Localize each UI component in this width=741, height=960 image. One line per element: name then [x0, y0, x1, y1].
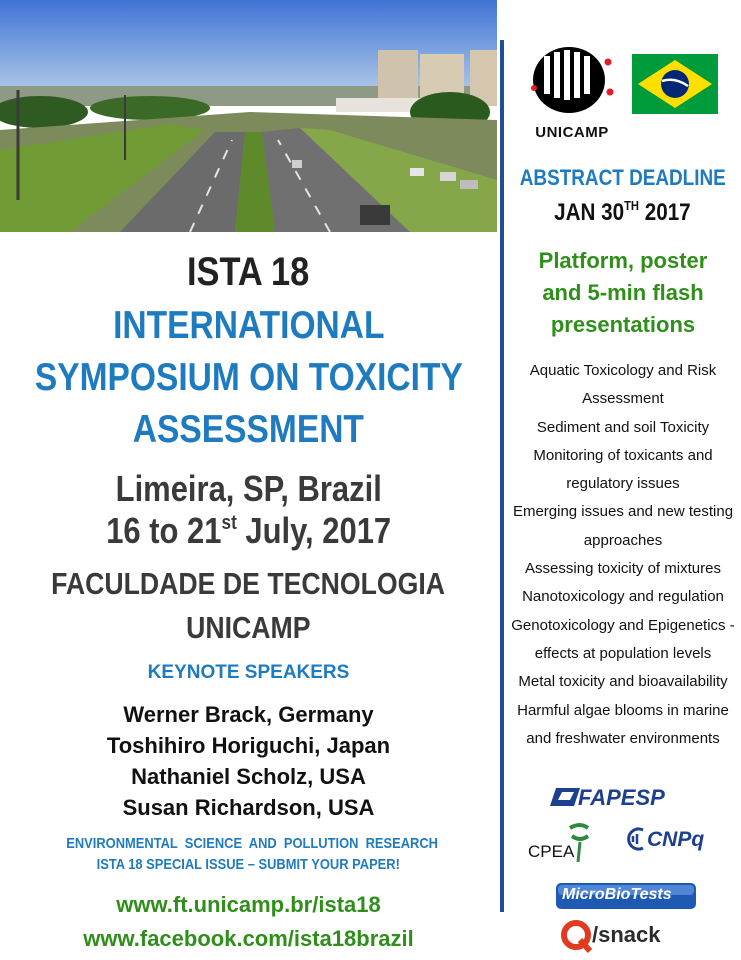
venue-line-1: FACULDADE DE TECNOLOGIA	[51, 566, 446, 601]
unicamp-logo	[522, 40, 622, 145]
cpea-logo	[524, 822, 604, 864]
cnpq-logo-icon	[623, 826, 647, 852]
keynote-speaker: Susan Richardson, USA	[122, 795, 375, 820]
topic-line: and freshwater environments	[526, 729, 720, 747]
keynote-speaker: Toshihiro Horiguchi, Japan	[106, 733, 391, 758]
topic-line: Metal toxicity and bioavailability	[518, 673, 728, 691]
qsnack-logo-icon	[560, 918, 596, 954]
fapesp-logo	[546, 782, 686, 812]
cnpq-logo	[623, 826, 723, 856]
presentation-formats: presentations	[550, 312, 696, 337]
special-issue-journal: ENVIRONMENTAL SCIENCE AND POLLUTION RESEARCH	[66, 835, 439, 852]
keynote-heading: KEYNOTE SPEAKERS	[147, 662, 350, 683]
brazil-flag-icon	[632, 54, 718, 114]
event-acronym: ISTA 18	[187, 250, 310, 294]
topic-line: Monitoring of toxicants and	[533, 446, 713, 464]
abstract-deadline-label: ABSTRACT DEADLINE	[519, 165, 726, 190]
topic-line: Genotoxicology and Epigenetics -	[511, 616, 735, 634]
venue-line-2: UNICAMP	[186, 610, 311, 645]
keynote-speaker: Nathaniel Scholz, USA	[131, 764, 366, 789]
event-info	[0, 232, 497, 960]
topic-line: Assessing toxicity of mixtures	[525, 560, 721, 578]
microbiotests-logo-text: MicroBioTests	[562, 886, 672, 903]
cpea-logo-text: CPEA	[528, 842, 575, 861]
topic-line: Sediment and soil Toxicity	[536, 418, 710, 436]
event-title-line-2: SYMPOSIUM ON TOXICITY	[34, 356, 463, 399]
cnpq-logo-text: CNPq	[647, 828, 705, 851]
keynote-speaker: Werner Brack, Germany	[123, 702, 374, 727]
topic-line: effects at population levels	[534, 644, 712, 662]
topic-line: Harmful algae blooms in marine	[517, 701, 729, 719]
facebook-link[interactable]: www.facebook.com/ista18brazil	[83, 926, 414, 951]
microbiotests-logo	[556, 883, 696, 909]
topic-line: regulatory issues	[566, 475, 680, 493]
presentation-formats: Platform, poster	[538, 248, 708, 273]
qsnack-logo	[560, 918, 680, 956]
unicamp-logo-text: UNICAMP	[535, 124, 609, 141]
topic-line: Assessment	[582, 390, 664, 408]
fapesp-logo-icon	[546, 784, 582, 810]
event-dates: 16 to 21st July, 2017	[106, 510, 391, 551]
special-issue-callout: ISTA 18 SPECIAL ISSUE – SUBMIT YOUR PAPER!	[96, 856, 401, 873]
abstract-deadline-date: JAN 30TH 2017	[553, 198, 691, 226]
presentation-formats: and 5-min flash	[542, 280, 704, 305]
topics-list	[507, 357, 739, 753]
website-link[interactable]: www.ft.unicamp.br/ista18	[116, 892, 381, 917]
event-location: Limeira, SP, Brazil	[115, 468, 382, 509]
topic-line: approaches	[583, 531, 663, 549]
brazil-flag	[632, 54, 718, 114]
unicamp-logo-icon	[522, 40, 622, 120]
event-title-line-3: ASSESSMENT	[132, 408, 365, 451]
highway-photo	[0, 0, 497, 232]
topic-line: Aquatic Toxicology and Risk	[529, 362, 717, 379]
qsnack-logo-text: /snack	[592, 922, 661, 947]
event-title-line-1: INTERNATIONAL	[112, 304, 385, 347]
topic-line: Nanotoxicology and regulation	[522, 588, 724, 606]
fapesp-logo-text: FAPESP	[578, 785, 665, 810]
highway-photo-image	[0, 0, 497, 232]
topic-line: Emerging issues and new testing	[512, 503, 734, 521]
